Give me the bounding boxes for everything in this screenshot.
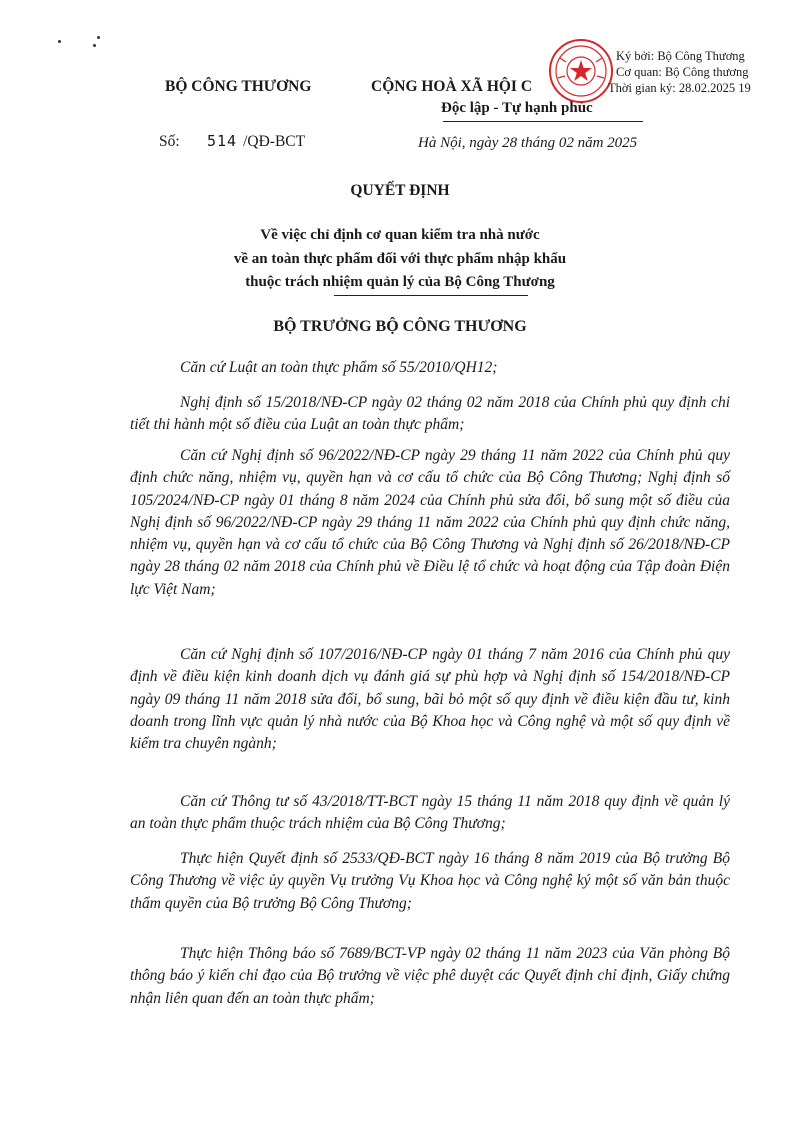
legal-basis-paragraph: Căn cứ Thông tư số 43/2018/TT-BCT ngày 15 tháng 11 năm 2018 quy định về quản lý an toàn thực phẩm thuộc trách nhiệm của Bộ Công Thương; bbox=[130, 793, 730, 833]
legal-basis-paragraph: Căn cứ Nghị định số 96/2022/NĐ-CP ngày 29 tháng 11 năm 2022 của Chính phủ quy định chức năng, nhiệm vụ, quyền hạn và cơ cấu tổ chức của Bộ Công Thương; Nghị định số 105/2024/NĐ-CP ngày 01 tháng 8 năm 2024 của Chính phủ sửa đổi, bổ sung một số điều của Nghị định số 96/2022/NĐ-CP ngày 29 tháng 11 năm 2022 của Chính phủ quy định chức năng, nhiệm vụ, quyền hạn và cơ cấu tổ chức của Bộ Công Thương và Nghị định số 26/2018/NĐ-CP ngày 28 tháng 02 năm 2018 của Chính phủ về Điều lệ tổ chức và hoạt động của Tập đoàn Điện lực Việt Nam; bbox=[130, 447, 730, 598]
document-number bbox=[159, 132, 305, 151]
doc-no-suffix: /QĐ-BCT bbox=[243, 133, 306, 150]
subject-line: về an toàn thực phẩm đối với thực phẩm nhập khẩu bbox=[233, 251, 567, 267]
document-title: QUYẾT ĐỊNH bbox=[350, 182, 450, 199]
legal-basis-paragraph: Thực hiện Thông báo số 7689/BCT-VP ngày 02 tháng 11 năm 2023 của Văn phòng Bộ thông báo ý kiến chỉ đạo của Bộ trưởng về việc phê duyệt các Quyết định chỉ định, Giấy chứng nhận liên quan đến an toàn thực phẩm; bbox=[130, 945, 730, 1007]
digital-signature-info bbox=[608, 48, 751, 96]
doc-no-number: 514 bbox=[207, 132, 238, 150]
subject-line: thuộc trách nhiệm quản lý của Bộ Công Thương bbox=[245, 274, 555, 290]
official-seal-icon bbox=[548, 38, 614, 104]
scan-speck bbox=[97, 36, 100, 39]
subject-line: Về việc chỉ định cơ quan kiểm tra nhà nước bbox=[260, 227, 540, 243]
signing-time: Thời gian ký: 28.02.2025 19 bbox=[608, 81, 751, 95]
doc-no-label: Số: bbox=[159, 133, 180, 150]
legal-basis-paragraph: Căn cứ Nghị định số 107/2016/NĐ-CP ngày 01 tháng 7 năm 2016 của Chính phủ quy định về điều kiện kinh doanh dịch vụ đánh giá sự phù hợp và Nghị định số 154/2018/NĐ-CP ngày 09 tháng 11 năm 2018 sửa đổi, bổ sung, bãi bỏ một số quy định về điều kiện đầu tư, kinh doanh trong lĩnh vực quản lý nhà nước của Bộ Khoa học và Công nghệ và một số quy định về kiểm tra chuyên ngành; bbox=[130, 646, 730, 753]
legal-basis-paragraph: Thực hiện Quyết định số 2533/QĐ-BCT ngày 16 tháng 8 năm 2019 của Bộ trưởng Bộ Công Thương về việc ủy quyền Vụ trưởng Vụ Khoa học và Công nghệ ký một số văn bản thuộc thẩm quyền của Bộ trưởng Bộ Công Thương; bbox=[130, 850, 730, 912]
scan-speck bbox=[58, 40, 61, 43]
subject-underline bbox=[334, 295, 528, 296]
country-name: CỘNG HOÀ XÃ HỘI C bbox=[371, 78, 533, 95]
signing-agency: Cơ quan: Bộ Công thương bbox=[616, 65, 749, 79]
issuing-authority: BỘ TRƯỞNG BỘ CÔNG THƯƠNG bbox=[273, 318, 527, 335]
national-motto: Độc lập - Tự hạnh phúc bbox=[441, 100, 593, 116]
scan-speck bbox=[93, 44, 96, 47]
signed-by: Ký bởi: Bộ Công Thương bbox=[616, 49, 745, 63]
place-date: Hà Nội, ngày 28 tháng 02 năm 2025 bbox=[418, 135, 638, 151]
legal-basis-paragraph: Nghị định số 15/2018/NĐ-CP ngày 02 tháng 02 năm 2018 của Chính phủ quy định chi tiết thi hành một số điều của Luật an toàn thực phẩm; bbox=[130, 394, 730, 434]
motto-underline bbox=[443, 121, 643, 122]
ministry-name: BỘ CÔNG THƯƠNG bbox=[165, 78, 312, 95]
legal-basis-paragraph: Căn cứ Luật an toàn thực phẩm số 55/2010/QH12; bbox=[180, 359, 498, 376]
